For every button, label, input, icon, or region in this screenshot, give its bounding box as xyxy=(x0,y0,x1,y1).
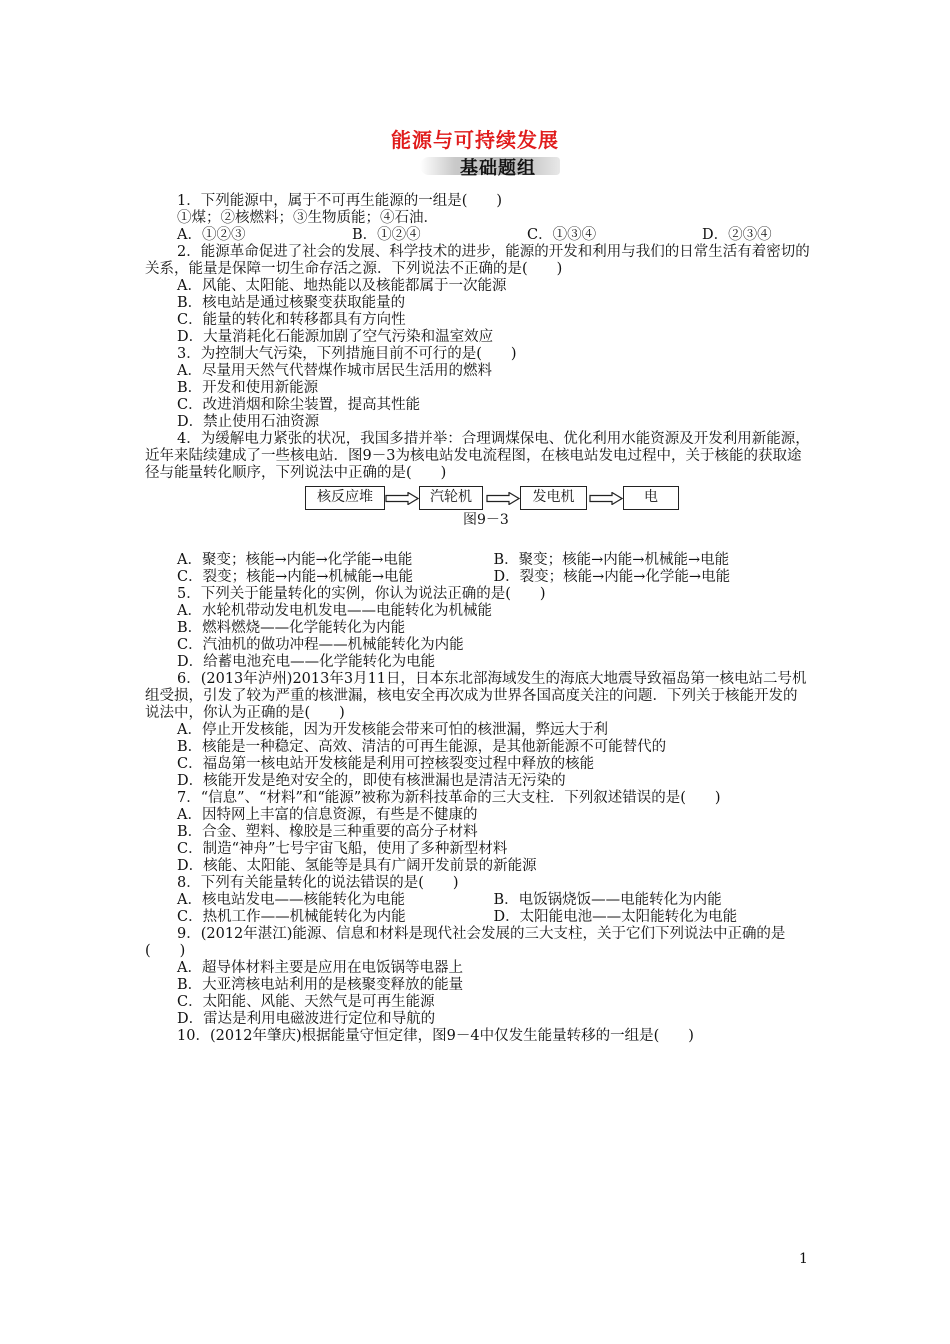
question-6: 6．(2013年泸州)2013年3月11日，日本东北部海域发生的海底大地震导致福岛第一核电站二号机组受损，引发了较为严重的核泄漏，核电安全再次成为世界各国高度关注的问题．下列关于核能开发的说法中，你认为正确的是( ) xyxy=(145,671,807,721)
question-8-options-row-1 xyxy=(145,892,810,909)
figure-caption: 图9－3 xyxy=(463,512,509,528)
question-4: 4．为缓解电力紧张的状况，我国多措并举：合理调煤保电、优化利用水能资源及开发利用新能源，近年来陆续建成了一些核电站．图9－3为核电站发电流程图，在核电站发电过程中，关于核能的获取途径与能量转化顺序，下列说法中正确的是( ) xyxy=(145,431,810,481)
question-1: 1．下列能源中，属于不可再生能源的一组是( ) xyxy=(177,193,503,209)
option-b: B．燃料燃烧——化学能转化为内能 xyxy=(177,620,406,636)
option-b: B．电饭锅烧饭——电能转化为内能 xyxy=(493,892,722,908)
figure-spacer xyxy=(145,528,810,552)
flow-arrow-icon xyxy=(486,492,520,505)
option-a: A．聚变；核能→内能→化学能→电能 xyxy=(177,552,413,568)
option-a: A．尽量用天然气代替煤作城市居民生活用的燃料 xyxy=(177,363,492,379)
option-b: B．大亚湾核电站利用的是核聚变释放的能量 xyxy=(177,977,464,993)
option-d: D．②③④ xyxy=(702,227,772,243)
option-c: C．裂变；核能→内能→机械能→电能 xyxy=(177,569,414,585)
question-1-items: ①煤；②核燃料；③生物质能；④石油． xyxy=(177,210,438,226)
option-c: C．能量的转化和转移都具有方向性 xyxy=(177,312,406,328)
option-a: A．超导体材料主要是应用在电饭锅等电器上 xyxy=(177,960,463,976)
question-5: 5．下列关于能量转化的实例，你认为说法正确的是( ) xyxy=(177,586,546,602)
option-d: D．给蓄电池充电——化学能转化为电能 xyxy=(177,654,436,670)
section-banner xyxy=(420,154,560,178)
option-b: B．核能是一种稳定、高效、清洁的可再生能源，是其他新能源不可能替代的 xyxy=(177,739,667,755)
option-c: C．太阳能、风能、天然气是可再生能源 xyxy=(177,994,435,1010)
question-9: 9．(2012年湛江)能源、信息和材料是现代社会发展的三大支柱，关于它们下列说法中正确的是( ) xyxy=(145,926,786,959)
page-title: 能源与可持续发展 xyxy=(391,128,559,152)
flow-box-reactor: 核反应堆 xyxy=(305,486,385,510)
option-d: D．裂变；核能→内能→化学能→电能 xyxy=(493,569,731,585)
flow-box-turbine: 汽轮机 xyxy=(419,486,483,510)
question-3: 3．为控制大气污染，下列措施目前不可行的是( ) xyxy=(177,346,517,362)
option-b: B．聚变；核能→内能→机械能→电能 xyxy=(493,552,730,568)
option-d: D．雷达是利用电磁波进行定位和导航的 xyxy=(177,1011,436,1027)
option-a: A．核电站发电——核能转化为电能 xyxy=(177,892,405,908)
option-b: B．核电站是通过核聚变获取能量的 xyxy=(177,295,406,311)
option-c: C．福岛第一核电站开发核能是利用可控核裂变过程中释放的核能 xyxy=(177,756,595,772)
option-d: D．核能开发是绝对安全的，即使有核泄漏也是清洁无污染的 xyxy=(177,773,566,789)
option-c: C．汽油机的做功冲程——机械能转化为内能 xyxy=(177,637,464,653)
option-a: A．停止开发核能，因为开发核能会带来可怕的核泄漏，弊远大于利 xyxy=(177,722,608,738)
question-7: 7．“信息”、“材料”和“能源”被称为新科技革命的三大支柱．下列叙述错误的是( ) xyxy=(177,790,721,806)
page-number: 1 xyxy=(799,1251,808,1267)
section-label: 基础题组 xyxy=(460,158,536,179)
flow-arrow-icon xyxy=(385,492,419,505)
question-4-options-row-1 xyxy=(145,552,810,569)
option-a: A．水轮机带动发电机发电——电能转化为机械能 xyxy=(177,603,492,619)
option-b: B．合金、塑料、橡胶是三种重要的高分子材料 xyxy=(177,824,478,840)
option-b: B．①②④ xyxy=(352,227,421,243)
question-1-options xyxy=(145,227,810,244)
option-d: D．核能、太阳能、氢能等是具有广阔开发前景的新能源 xyxy=(177,858,537,874)
question-10: 10．(2012年肇庆)根据能量守恒定律，图9－4中仅发生能量转移的一组是( ) xyxy=(177,1028,694,1044)
flow-arrow-icon xyxy=(589,492,623,505)
option-c: C．①③④ xyxy=(527,227,597,243)
question-8: 8．下列有关能量转化的说法错误的是( ) xyxy=(177,875,459,891)
option-c: C．热机工作——机械能转化为内能 xyxy=(177,909,406,925)
option-a: A．风能、太阳能、地热能以及核能都属于一次能源 xyxy=(177,278,507,294)
option-c: C．改进消烟和除尘装置，提高其性能 xyxy=(177,397,421,413)
option-d: D．大量消耗化石能源加剧了空气污染和温室效应 xyxy=(177,329,494,345)
option-b: B．开发和使用新能源 xyxy=(177,380,319,396)
option-a: A．①②③ xyxy=(177,227,246,243)
question-2: 2．能源革命促进了社会的发展、科学技术的进步，能源的开发和利用与我们的日常生活有着密切的关系，能量是保障一切生命存活之源．下列说法不正确的是( ) xyxy=(145,244,810,277)
flow-box-generator: 发电机 xyxy=(520,486,587,510)
question-list xyxy=(145,193,810,1045)
option-d: D．太阳能电池——太阳能转化为电能 xyxy=(493,909,738,925)
option-c: C．制造“神舟”七号宇宙飞船，使用了多种新型材料 xyxy=(177,841,508,857)
nuclear-flow-diagram xyxy=(145,486,810,528)
question-8-options-row-2 xyxy=(145,909,810,926)
flow-box-electricity: 电 xyxy=(623,486,679,510)
question-4-options-row-2 xyxy=(145,569,810,586)
option-d: D．禁止使用石油资源 xyxy=(177,414,320,430)
option-a: A．因特网上丰富的信息资源，有些是不健康的 xyxy=(177,807,478,823)
